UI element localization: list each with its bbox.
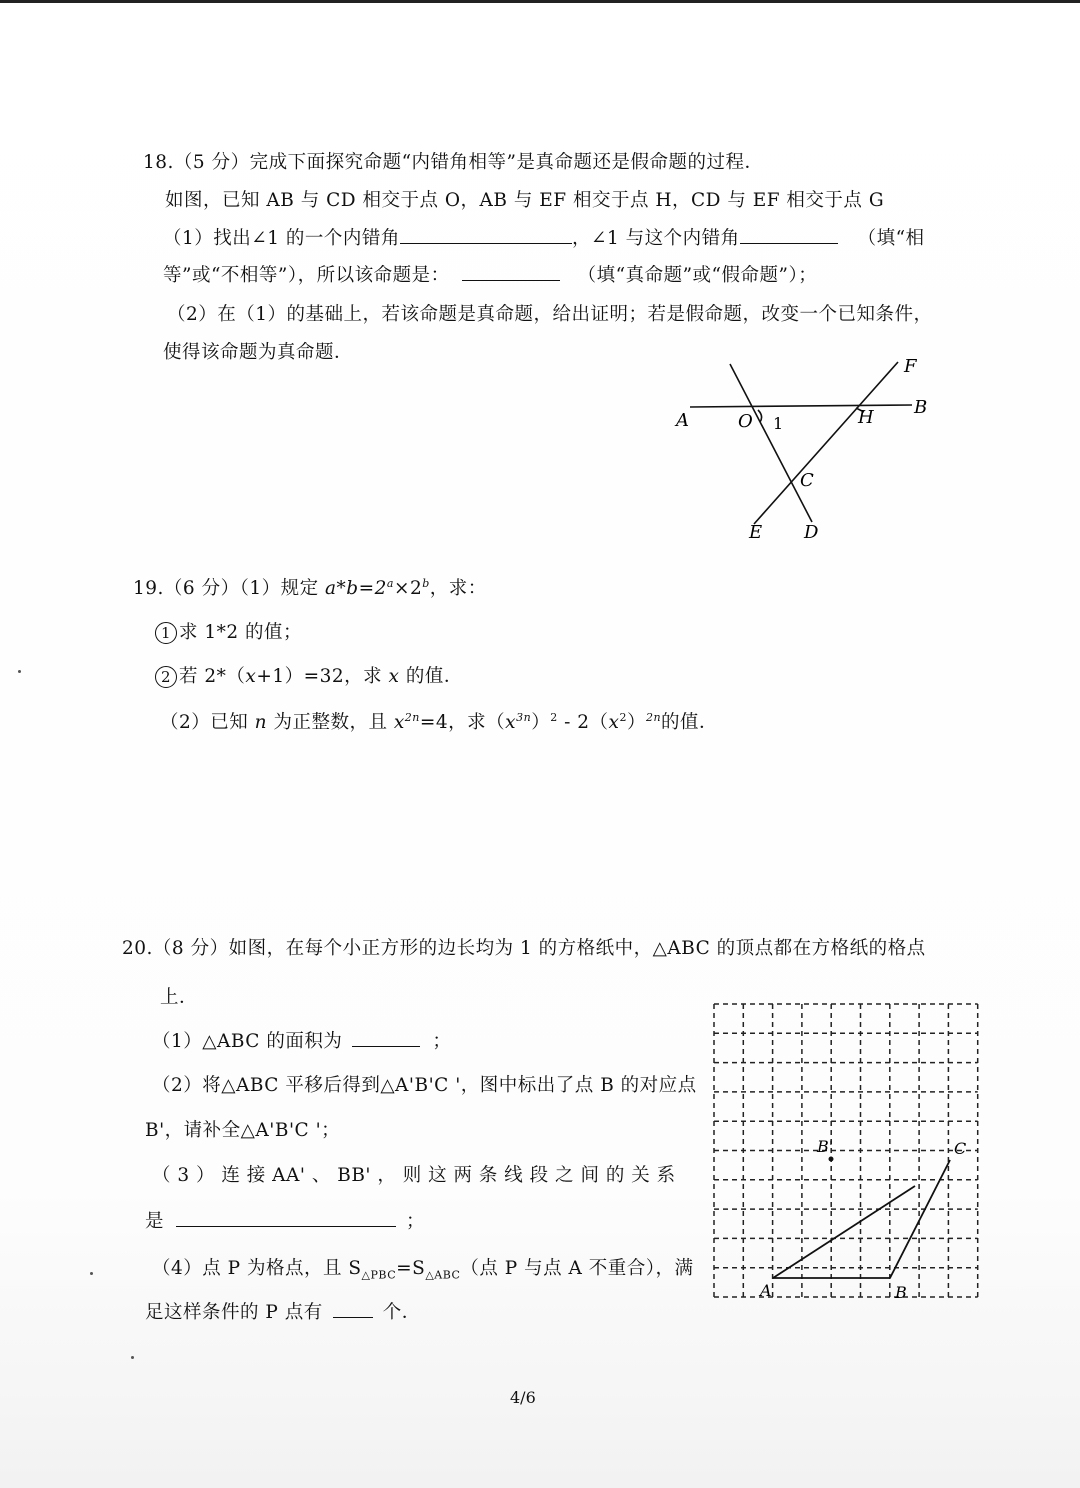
q19-item2-b: +1）=32，求 <box>256 666 389 687</box>
grid-label-bprime: B' <box>817 1137 834 1156</box>
label-g: C <box>800 470 814 491</box>
q20-blank-count <box>333 1299 373 1318</box>
page-number: 4/6 <box>510 1388 536 1407</box>
q20-part3-line1: （ 3 ） 连 接 AA' 、 BB' ， 则 这 两 条 线 段 之 间 的 关 系 <box>152 1165 676 1186</box>
q20-title: 20.（8 分）如图，在每个小正方形的边长均为 1 的方格纸中，△ABC 的顶点都在方格纸的格点 <box>122 938 926 959</box>
q19-p2-sup2: 3n <box>516 710 532 724</box>
q19-p2-sup3: 2 <box>550 710 558 724</box>
label-h: H <box>858 407 874 428</box>
label-f: F <box>904 356 917 377</box>
q19-sup-a: a <box>386 576 394 590</box>
scan-speck <box>131 1356 134 1359</box>
q18-figure <box>660 350 950 550</box>
q20-p4-sub2: △ABC <box>425 1268 461 1282</box>
q20-part4-line2 <box>145 1298 421 1324</box>
grid-label-a: A <box>760 1281 772 1300</box>
scan-speck <box>18 670 21 673</box>
scan-top-border <box>0 0 1080 3</box>
segment-bc <box>890 1160 950 1278</box>
q20-part4-line1 <box>152 1254 694 1282</box>
q19-part2: （2）已知 n 为正整数，且 $x^{2n}=4$，求$(x^{3n})^2 - 2(x^2)^{2n}$的值． <box>160 710 719 733</box>
circled-number-2: 2 <box>155 666 177 688</box>
q18-title: 18.（5 分）完成下面探究命题“内错角相等”是真命题还是假命题的过程． <box>143 152 764 173</box>
q18-part1-line1 <box>163 224 925 250</box>
q20-p3-b: 是 <box>145 1211 165 1232</box>
q19-item2-x2: x <box>388 666 400 687</box>
label-a: A <box>676 410 689 431</box>
q19-item2 <box>155 662 463 688</box>
q20-p4-c: （点 P 与点 A 不重合），满 <box>460 1258 694 1279</box>
label-e: E <box>749 522 763 543</box>
q20-p4-b: =S <box>396 1258 426 1279</box>
q19-item2-c: 的值． <box>399 666 463 687</box>
line-cd <box>730 364 812 522</box>
q18-part2-line2: 使得该命题为真命题． <box>163 342 354 363</box>
q20-part2-line2: B'，请补全△A'B'C '； <box>145 1120 341 1141</box>
q20-grid-figure <box>700 990 1000 1320</box>
q20-blank-area <box>352 1028 420 1047</box>
q18-p1-text-b: ，∠1 与这个内错角 <box>571 228 740 249</box>
q18-given: 如图，已知 AB 与 CD 相交于点 O，AB 与 EF 相交于点 H，CD 与 EF 相交于点 G <box>165 190 885 211</box>
square-grid <box>714 1004 978 1297</box>
q19-p2-sup4: 2 <box>619 710 627 724</box>
q19-item1 <box>155 618 302 644</box>
q20-p1-b: ； <box>432 1031 452 1052</box>
q20-p3-c: ； <box>406 1211 426 1232</box>
q19-p2-x3: x <box>608 712 620 733</box>
q20-part2-line1: （2）将△ABC 平移后得到△A'B'C '，图中标出了点 B 的对应点 <box>152 1075 697 1096</box>
q19-p2-b: 为正整数，且 <box>267 712 394 733</box>
q18-p1-text-d2: 等”或“不相等”），所以该命题是： <box>163 265 450 286</box>
segment-ac <box>773 1186 915 1278</box>
q20-p1-a: （1）△ABC 的面积为 <box>152 1031 343 1052</box>
circled-number-1: 1 <box>155 622 177 644</box>
q19-p2-e: - 2（ <box>557 712 609 733</box>
q20-blank-relation <box>176 1208 396 1227</box>
q18-p1-text-a: （1）找出∠1 的一个内错角 <box>163 228 400 249</box>
q19-p2-n: n <box>254 712 268 733</box>
point-bprime <box>829 1157 834 1162</box>
q19-p2-x2: x <box>505 712 517 733</box>
q18-blank-equal <box>740 225 838 244</box>
q19-title-a: 19.（6 分）（1）规定 <box>133 578 325 599</box>
q19-item2-x: x <box>245 666 257 687</box>
q19-title-c: ×2 <box>393 578 423 599</box>
q19-sup-b: b <box>422 576 430 590</box>
q18-p1-text-c: （填“相 <box>857 228 925 249</box>
q18-part2-line1: （2）在（1）的基础上，若该命题是真命题，给出证明；若是假命题，改变一个已知条件， <box>167 304 933 325</box>
label-b: B <box>914 397 928 418</box>
q20-part1 <box>152 1027 451 1053</box>
label-d: D <box>804 522 819 543</box>
q20-title-cont: 上． <box>160 987 199 1008</box>
line-ab <box>690 405 912 407</box>
q19-title-d: ，求： <box>429 578 487 599</box>
q20-p4-d: 足这样条件的 P 点有 <box>145 1302 323 1323</box>
label-o: O <box>738 411 753 432</box>
q19-p2-c: =4，求（ <box>419 712 506 733</box>
q18-part1-line2 <box>163 261 817 287</box>
q18-blank-angle <box>400 225 572 244</box>
label-1: 1 <box>773 414 784 433</box>
line-ef <box>754 362 898 524</box>
q19-p2-f: 的值． <box>661 712 719 733</box>
grid-label-b: B <box>895 1283 907 1302</box>
q20-p4-e: 个． <box>382 1302 421 1323</box>
q20-p4-sub1: △PBC <box>361 1268 397 1282</box>
q19-p2-sup1: 2n <box>404 710 420 724</box>
q19-p2-a: （2）已知 <box>160 712 255 733</box>
q19-p2-x: x <box>393 712 405 733</box>
q19-item2-a: 若 2*（ <box>179 666 246 687</box>
q20-p4-a: （4）点 P 为格点，且 S <box>152 1258 362 1279</box>
q19-title <box>133 574 487 600</box>
q19-item1-text: 求 1*2 的值； <box>179 622 303 643</box>
grid-label-c: C <box>954 1139 967 1158</box>
q19-p2-sup5: 2n <box>645 710 662 724</box>
q19-title-b: a*b=2 <box>324 578 387 599</box>
q19-p2-d: ） <box>531 712 551 733</box>
q20-part3-line2 <box>145 1207 425 1233</box>
scan-speck <box>90 1272 93 1275</box>
q18-blank-prop <box>462 262 560 281</box>
q18-p1-text-e: （填“真命题”或“假命题”）； <box>577 265 818 286</box>
